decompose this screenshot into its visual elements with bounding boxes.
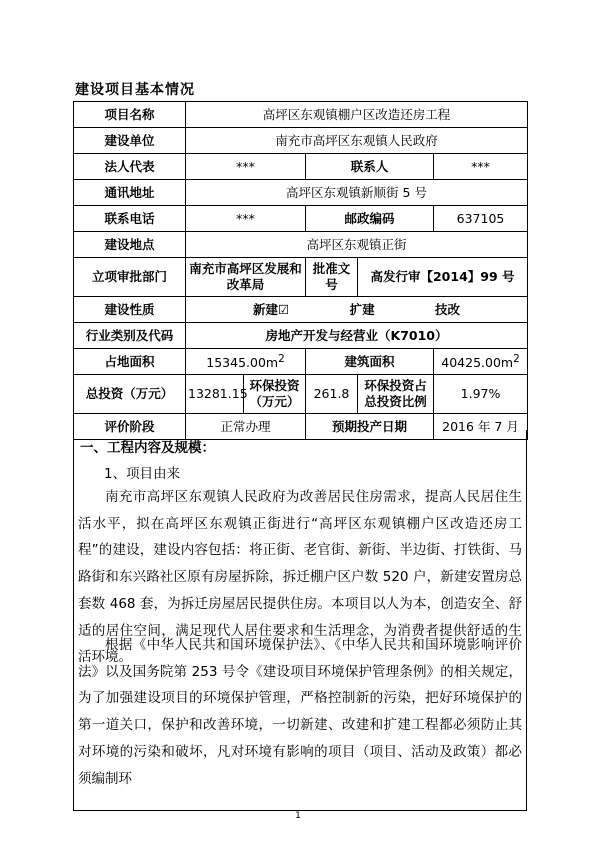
row-unit: [74, 128, 528, 154]
row-industry: [74, 323, 528, 349]
row-nature: [74, 297, 528, 323]
stage-value: 正常办理: [186, 414, 306, 440]
row-legal: [74, 154, 528, 180]
approval-label: 立项审批部门: [74, 258, 186, 297]
date-label: 预期投产日期: [306, 414, 434, 440]
address-value: 高坪区东观镇新顺街 5 号: [186, 180, 528, 206]
subsection-heading: 1、项目由来: [104, 466, 181, 482]
invest-value: 13281.15: [186, 375, 244, 414]
page-number: 1: [295, 811, 301, 821]
row-address: [74, 180, 528, 206]
phone-label: 联系电话: [74, 206, 186, 232]
doc-value: 高发行审【2014】99 号: [358, 258, 528, 297]
doc-label: 批准文号: [306, 258, 358, 297]
date-value: 2016 年 7 月: [434, 414, 528, 440]
row-phone: [74, 206, 528, 232]
unit-label: 建设单位: [74, 128, 186, 154]
contact-value: ***: [434, 154, 528, 180]
section-heading: 一、工程内容及规模：: [80, 440, 215, 456]
site-label: 建设地点: [74, 232, 186, 258]
unit-value: 南充市高坪区东观镇人民政府: [186, 128, 528, 154]
built-area-label: 建筑面积: [306, 349, 434, 375]
row-project-name: [74, 102, 528, 128]
legal-label: 法人代表: [74, 154, 186, 180]
zip-label: 邮政编码: [306, 206, 434, 232]
project-name-value: 高坪区东观镇棚户区改造还房工程: [186, 102, 528, 128]
env-invest-value: 261.8: [306, 375, 358, 414]
page-title: 建设项目基本情况: [75, 82, 195, 98]
project-name-label: 项目名称: [74, 102, 186, 128]
legal-value: ***: [186, 154, 306, 180]
ratio-label: 环保投资占总投资比例: [358, 375, 434, 414]
ratio-value: 1.97%: [434, 375, 528, 414]
nature-option-new: 新建☑: [253, 301, 290, 317]
paragraph-origin: 南充市高坪区东观镇人民政府为改善居民住房需求，提高人民居住生活水平，拟在高坪区东观镇正街进行“高坪区东观镇棚户区改造还房工程”的建设，建设内容包括：将正街、老官街、新街、半边街、打铁街、马路街和东兴路社区原有房屋拆除，拆迁棚户区户数 520 户，新建安置房总套数 468 套，为拆迁房屋居民提供住房。本项目以人为本，创造安全、舒适的居住空间，满足现代人居住要求和生活理念，为消费者提供舒适的生活环境。: [78, 489, 522, 666]
site-value: 高坪区东观镇正街: [186, 232, 528, 258]
area-label: 占地面积: [74, 349, 186, 375]
phone-value: ***: [186, 206, 306, 232]
env-invest-label: 环保投资（万元）: [244, 375, 306, 414]
nature-option-expand: 扩建: [349, 301, 375, 317]
invest-label: 总投资（万元）: [74, 375, 186, 414]
row-approval: [74, 258, 528, 297]
area-value: $15345.00m^2$: [186, 349, 306, 375]
address-label: 通讯地址: [74, 180, 186, 206]
nature-label: 建设性质: [74, 297, 186, 323]
project-info-table: [73, 101, 528, 440]
nature-value: [186, 297, 528, 323]
industry-label: 行业类别及代码: [74, 323, 186, 349]
zip-value: 637105: [434, 206, 528, 232]
approval-value: 南充市高坪区发展和改革局: [186, 258, 306, 297]
paragraph-regulations: 根据《中华人民共和国环境保护法》、《中华人民共和国环境影响评价法》以及国务院第 253 号令《建设项目环境保护管理条例》的相关规定，为了加强建设项目的环境保护管理，严格控制新的污染，把好环境保护的第一道关口，保护和改善环境，一切新建、改建和扩建工程都必须防止其对环境的污染和破坏，凡对环境有影响的项目（项目、活动及政策）都必须编制环: [78, 637, 522, 787]
nature-option-reform: 技改: [434, 301, 460, 317]
row-invest: [74, 375, 528, 414]
row-area: [74, 349, 528, 375]
contact-label: 联系人: [306, 154, 434, 180]
row-site: [74, 232, 528, 258]
built-area-value: $40425.00m^2$: [434, 349, 528, 375]
industry-value: 房地产开发与经营业（K7010）: [186, 323, 528, 349]
stage-label: 评价阶段: [74, 414, 186, 440]
